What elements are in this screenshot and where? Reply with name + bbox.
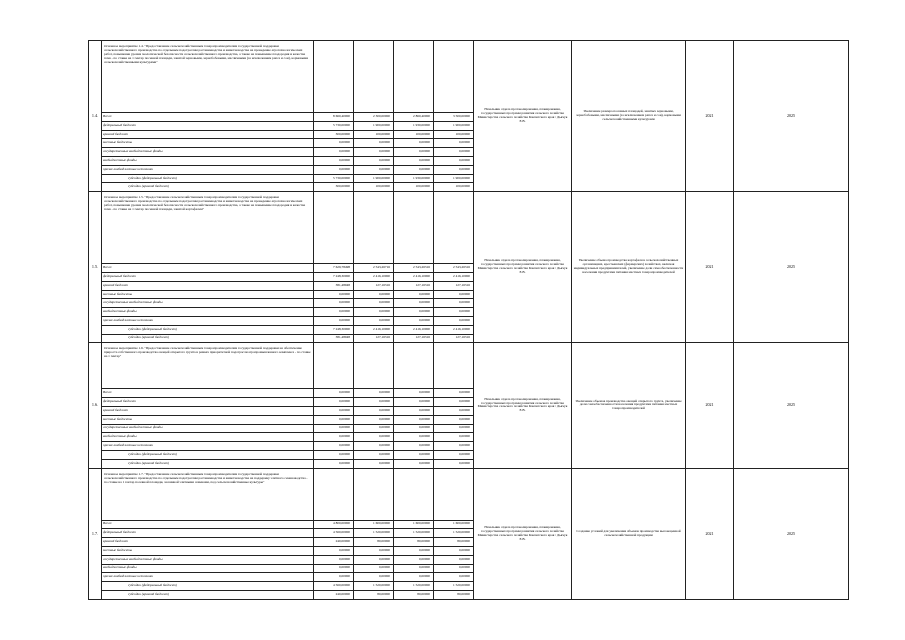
amount-cell: 0,00000: [394, 290, 434, 299]
amount-cell: 240,00000: [314, 538, 354, 547]
amount-cell: 0,00000: [354, 156, 394, 165]
amount-cell: 0,00000: [354, 290, 394, 299]
empty-cell: [314, 192, 354, 264]
amount-cell: 0,00000: [434, 139, 474, 148]
amount-cell: 0,00000: [434, 415, 474, 424]
empty-cell: [434, 41, 474, 113]
amount-cell: 0,00000: [314, 406, 354, 415]
amount-cell: 2 416,10000: [394, 272, 434, 281]
amount-cell: 0,00000: [394, 148, 434, 157]
empty-cell: [354, 192, 394, 264]
amount-cell: 0,00000: [434, 546, 474, 555]
amount-cell: 1 520,00000: [354, 582, 394, 591]
funding-source-label: субсидии (краевой бюджет): [102, 334, 314, 343]
amount-cell: 127,16316: [394, 334, 434, 343]
empty-cell: [394, 343, 434, 389]
amount-cell: 1 520,00000: [434, 582, 474, 591]
funding-source-label: Всего:: [102, 520, 314, 529]
amount-cell: 0,00000: [394, 459, 434, 468]
amount-cell: 0,00000: [394, 573, 434, 582]
empty-cell: [434, 468, 474, 520]
amount-cell: 1 520,00000: [394, 529, 434, 538]
funding-source-label: местные бюджеты: [102, 415, 314, 424]
amount-cell: 0,00000: [434, 398, 474, 407]
amount-cell: 100,00000: [354, 130, 394, 139]
year-start-cell: 2021: [686, 343, 734, 468]
amount-cell: 5 730,00000: [314, 121, 354, 130]
amount-cell: 5 730,00000: [314, 174, 354, 183]
executor-cell: Начальник отдела протоколирования, планирования, государственных программ развития сельского хозяйства Министерства сельского хозяйства Камчатского края / Дьячук Е.В.: [474, 343, 572, 468]
amount-cell: 1 520,00000: [354, 529, 394, 538]
amount-cell: 127,16316: [354, 334, 394, 343]
section-header-row: [89, 41, 849, 113]
amount-cell: 0,00000: [394, 389, 434, 398]
funding-source-label: субсидии (федеральный бюджет): [102, 325, 314, 334]
amount-cell: 0,00000: [394, 299, 434, 308]
amount-cell: 2 416,10000: [354, 325, 394, 334]
amount-cell: 0,00000: [314, 450, 354, 459]
amount-cell: 7 248,30000: [314, 325, 354, 334]
empty-cell: [314, 41, 354, 113]
amount-cell: 300,00000: [314, 130, 354, 139]
amount-cell: 0,00000: [314, 564, 354, 573]
amount-cell: 0,00000: [354, 299, 394, 308]
amount-cell: 0,00000: [434, 156, 474, 165]
amount-cell: 3 500,00000: [434, 113, 474, 122]
funding-source-label: государственные внебюджетные фонды: [102, 148, 314, 157]
amount-cell: 0,00000: [434, 299, 474, 308]
amount-cell: 381,48948: [314, 334, 354, 343]
funding-source-label: внебюджетные фонды: [102, 564, 314, 573]
amount-cell: 0,00000: [354, 389, 394, 398]
funding-source-label: внебюджетные фонды: [102, 156, 314, 165]
year-end-cell: 2025: [734, 468, 849, 599]
amount-cell: 0,00000: [314, 459, 354, 468]
funding-source-label: федеральный бюджет: [102, 272, 314, 281]
funding-source-label: государственные внебюджетные фонды: [102, 555, 314, 564]
section-number: 1.7.: [89, 468, 102, 599]
amount-cell: 0,00000: [434, 433, 474, 442]
amount-cell: 0,00000: [434, 555, 474, 564]
amount-cell: 0,00000: [434, 450, 474, 459]
amount-cell: 1 900,00000: [354, 174, 394, 183]
amount-cell: 381,48948: [314, 281, 354, 290]
empty-cell: [314, 343, 354, 389]
executor-cell: Начальник отдела протоколирования, планирования, государственных программ развития сельского хозяйства Министерства сельского хозяйства Камчатского края / Дьячук Е.В.: [474, 41, 572, 192]
amount-cell: 4 560,00000: [314, 529, 354, 538]
amount-cell: 0,00000: [354, 398, 394, 407]
amount-cell: 0,00000: [314, 156, 354, 165]
funding-source-label: внебюджетные фонды: [102, 433, 314, 442]
amount-cell: 0,00000: [434, 165, 474, 174]
amount-cell: 1 520,00000: [394, 582, 434, 591]
amount-cell: 1 930,00000: [394, 174, 434, 183]
amount-cell: 0,00000: [434, 564, 474, 573]
program-table: [88, 40, 849, 600]
amount-cell: 4 800,00000: [314, 520, 354, 529]
amount-cell: 240,00000: [314, 590, 354, 599]
amount-cell: 0,00000: [314, 573, 354, 582]
amount-cell: 0,00000: [394, 564, 434, 573]
amount-cell: 0,00000: [354, 316, 394, 325]
amount-cell: 0,00000: [434, 459, 474, 468]
measure-description: Основное мероприятие 1.6. "Предоставление сельскохозяйственным товаропроизводителям государственной поддержки на обеспечение прироста собственного производства овощей открытого грунта в рамках приоритетной подотрасли агропромышленного комплекса - по ставке на 1 гектар": [102, 343, 314, 389]
expected-result-cell: Увеличение объемов производства овощей открытого грунта, увеличение доли самообеспеченности населения продуктами питания местных товаропроизводителей: [572, 343, 686, 468]
amount-cell: 0,00000: [354, 165, 394, 174]
funding-source-label: прочие внебюджетные источники: [102, 573, 314, 582]
amount-cell: 0,00000: [394, 450, 434, 459]
amount-cell: 0,00000: [394, 415, 434, 424]
amount-cell: 0,00000: [354, 148, 394, 157]
table-body: [89, 41, 849, 600]
amount-cell: 100,00000: [354, 183, 394, 192]
amount-cell: 0,00000: [434, 316, 474, 325]
funding-source-label: федеральный бюджет: [102, 121, 314, 130]
amount-cell: 0,00000: [354, 450, 394, 459]
amount-cell: 0,00000: [394, 433, 434, 442]
amount-cell: 0,00000: [394, 308, 434, 317]
amount-cell: 0,00000: [434, 442, 474, 451]
amount-cell: 80,00000: [394, 538, 434, 547]
section-number: 1.5.: [89, 192, 102, 343]
amount-cell: 0,00000: [314, 433, 354, 442]
amount-cell: 0,00000: [354, 546, 394, 555]
funding-source-label: субсидии (краевой бюджет): [102, 590, 314, 599]
amount-cell: 0,00000: [314, 308, 354, 317]
amount-cell: 7 248,30000: [314, 272, 354, 281]
section-number: 1.6.: [89, 343, 102, 468]
amount-cell: 0,00000: [394, 139, 434, 148]
amount-cell: 80,00000: [394, 590, 434, 599]
amount-cell: 127,16316: [434, 334, 474, 343]
amount-cell: 1 900,00000: [354, 121, 394, 130]
amount-cell: 300,00000: [314, 183, 354, 192]
amount-cell: 0,00000: [394, 165, 434, 174]
funding-source-label: прочие внебюджетные источники: [102, 165, 314, 174]
amount-cell: 0,00000: [394, 156, 434, 165]
amount-cell: 127,16316: [354, 281, 394, 290]
amount-cell: 2 543,26316: [394, 264, 434, 273]
amount-cell: 80,00000: [434, 590, 474, 599]
empty-cell: [394, 41, 434, 113]
amount-cell: 0,00000: [394, 555, 434, 564]
empty-cell: [354, 41, 394, 113]
amount-cell: 0,00000: [314, 165, 354, 174]
amount-cell: 1 900,00000: [434, 174, 474, 183]
amount-cell: 2 543,26716: [354, 264, 394, 273]
funding-source-label: Всего:: [102, 113, 314, 122]
amount-cell: 0,00000: [354, 564, 394, 573]
amount-cell: 100,00000: [394, 130, 434, 139]
amount-cell: 0,00000: [394, 442, 434, 451]
amount-cell: 0,00000: [354, 459, 394, 468]
amount-cell: 0,00000: [314, 299, 354, 308]
amount-cell: 127,16316: [434, 281, 474, 290]
amount-cell: 0,00000: [434, 424, 474, 433]
amount-cell: 80,00000: [434, 538, 474, 547]
amount-cell: 0,00000: [314, 555, 354, 564]
amount-cell: 0,00000: [394, 424, 434, 433]
amount-cell: 1 600,00000: [434, 520, 474, 529]
amount-cell: 1 600,00000: [394, 520, 434, 529]
funding-source-label: государственные внебюджетные фонды: [102, 299, 314, 308]
amount-cell: 7 629,78498: [314, 264, 354, 273]
funding-source-label: прочие внебюджетные источники: [102, 442, 314, 451]
expected-result-cell: Увеличение размера посевных площадей, занятых зерновыми, зернобобовыми, масличными (за исключением рапса и сои), кормовыми сельскохозяйственными культурами: [572, 41, 686, 192]
amount-cell: 0,00000: [354, 415, 394, 424]
amount-cell: 0,00000: [354, 433, 394, 442]
funding-source-label: государственные внебюджетные фонды: [102, 424, 314, 433]
amount-cell: 0,00000: [314, 316, 354, 325]
amount-cell: 0,00000: [354, 406, 394, 415]
year-start-cell: 2021: [686, 192, 734, 343]
funding-source-label: субсидии (краевой бюджет): [102, 183, 314, 192]
funding-source-label: федеральный бюджет: [102, 529, 314, 538]
amount-cell: 0,00000: [434, 573, 474, 582]
amount-cell: 2 416,10000: [394, 325, 434, 334]
amount-cell: 127,16316: [394, 281, 434, 290]
amount-cell: 0,00000: [394, 398, 434, 407]
measure-description: Основное мероприятие 1.7. "Предоставление сельскохозяйственным товаропроизводителям государственной поддержки сельскохозяйственного производства по отдельным подотраслям растениеводства и животноводства на поддержку элитного семеноводства - по ставке на 1 гектар посевной площади, засеянной элитными семенами, под сельскохозяйственные культуры": [102, 468, 314, 520]
amount-cell: 2 416,10000: [434, 272, 474, 281]
empty-cell: [394, 192, 434, 264]
amount-cell: 2 543,26316: [434, 264, 474, 273]
amount-cell: 2 860,40000: [394, 113, 434, 122]
amount-cell: 1 900,00000: [434, 121, 474, 130]
amount-cell: 0,00000: [354, 442, 394, 451]
amount-cell: 0,00000: [314, 546, 354, 555]
amount-cell: 1 930,00000: [394, 121, 434, 130]
amount-cell: 0,00000: [394, 316, 434, 325]
section-header-row: [89, 192, 849, 264]
empty-cell: [354, 468, 394, 520]
amount-cell: 0,00000: [394, 546, 434, 555]
funding-source-label: субсидии (федеральный бюджет): [102, 582, 314, 591]
amount-cell: 8 660,40000: [314, 113, 354, 122]
empty-cell: [394, 468, 434, 520]
amount-cell: 0,00000: [354, 424, 394, 433]
measure-description: Основное мероприятие 1.5. "Предоставление сельскохозяйственным товаропроизводителям государственной поддержки сельскохозяйственного производства по отдельным подотраслям растениеводства и животноводства на проведение агротехнологических работ, повышение уровня экологической безопасности сельскохозяйственного производства, а также на повышение плодородия и качества почв - по ставке на 1 гектар посевной площади, занятой картофелем": [102, 192, 314, 264]
section-header-row: [89, 343, 849, 389]
funding-source-label: субсидии (краевой бюджет): [102, 459, 314, 468]
amount-cell: 0,00000: [314, 290, 354, 299]
year-start-cell: 2021: [686, 41, 734, 192]
amount-cell: 2 300,00000: [354, 113, 394, 122]
funding-source-label: Всего:: [102, 389, 314, 398]
year-end-cell: 2025: [734, 41, 849, 192]
amount-cell: 0,00000: [314, 398, 354, 407]
amount-cell: 0,00000: [434, 389, 474, 398]
year-start-cell: 2021: [686, 468, 734, 599]
empty-cell: [434, 192, 474, 264]
funding-source-label: местные бюджеты: [102, 139, 314, 148]
funding-source-label: федеральный бюджет: [102, 398, 314, 407]
empty-cell: [434, 343, 474, 389]
amount-cell: 0,00000: [314, 389, 354, 398]
year-end-cell: 2025: [734, 343, 849, 468]
amount-cell: 0,00000: [354, 308, 394, 317]
funding-source-label: прочие внебюджетные источники: [102, 316, 314, 325]
amount-cell: 4 560,00000: [314, 582, 354, 591]
amount-cell: 0,00000: [354, 139, 394, 148]
amount-cell: 1 600,00000: [354, 520, 394, 529]
funding-source-label: краевой бюджет: [102, 538, 314, 547]
amount-cell: 2 416,10000: [354, 272, 394, 281]
section-header-row: [89, 468, 849, 520]
amount-cell: 0,00000: [434, 148, 474, 157]
empty-cell: [354, 343, 394, 389]
amount-cell: 0,00000: [314, 148, 354, 157]
amount-cell: 0,00000: [314, 139, 354, 148]
amount-cell: 0,00000: [394, 406, 434, 415]
funding-source-label: краевой бюджет: [102, 406, 314, 415]
executor-cell: Начальник отдела протоколирования, планирования, государственных программ развития сельского хозяйства Министерства сельского хозяйства Камчатского края / Дьячук Е.В.: [474, 468, 572, 599]
year-end-cell: 2025: [734, 192, 849, 343]
funding-source-label: Всего:: [102, 264, 314, 273]
amount-cell: 100,00000: [434, 183, 474, 192]
funding-source-label: местные бюджеты: [102, 290, 314, 299]
section-number: 1.4.: [89, 41, 102, 192]
amount-cell: 0,00000: [314, 442, 354, 451]
amount-cell: 0,00000: [354, 573, 394, 582]
expected-result-cell: Увеличение объема производства картофеля в сельскохозяйственных организациях, крестьянских (фермерских) хозяйствах, включая индивидуальных предпринимателей, увеличение доли самообеспеченности населения продуктами питания местных товаропроизводителей: [572, 192, 686, 343]
amount-cell: 0,00000: [354, 555, 394, 564]
funding-source-label: краевой бюджет: [102, 281, 314, 290]
funding-source-label: местные бюджеты: [102, 546, 314, 555]
amount-cell: 1 520,00000: [434, 529, 474, 538]
amount-cell: 0,00000: [434, 308, 474, 317]
executor-cell: Начальник отдела протоколирования, планирования, государственных программ развития сельского хозяйства Министерства сельского хозяйства Камчатского края / Дьячук Е.В.: [474, 192, 572, 343]
document-sheet: [88, 40, 848, 596]
amount-cell: 0,00000: [314, 415, 354, 424]
funding-source-label: субсидии (федеральный бюджет): [102, 174, 314, 183]
amount-cell: 80,00000: [354, 590, 394, 599]
amount-cell: 80,00000: [354, 538, 394, 547]
expected-result-cell: Создание условий для увеличения объемов производства высокоценной сельскохозяйственной продукции: [572, 468, 686, 599]
amount-cell: 2 416,10000: [434, 325, 474, 334]
funding-source-label: субсидии (федеральный бюджет): [102, 450, 314, 459]
empty-cell: [314, 468, 354, 520]
amount-cell: 100,00000: [434, 130, 474, 139]
amount-cell: 100,00000: [394, 183, 434, 192]
amount-cell: 0,00000: [434, 290, 474, 299]
measure-description: Основное мероприятие 1.4. "Предоставление сельскохозяйственным товаропроизводителям государственной поддержки сельскохозяйственного производства по отдельным подотраслям растениеводства и животноводства на проведение агротехнологических работ, повышение уровня экологической безопасности сельскохозяйственного производства, а также на повышение плодородия и качества почв - по ставке на 1 гектар посевной площади, занятой зерновыми, зернобобовыми, масличными (за исключением рапса и сои), кормовыми сельскохозяйственными культурами": [102, 41, 314, 113]
amount-cell: 0,00000: [434, 406, 474, 415]
funding-source-label: внебюджетные фонды: [102, 308, 314, 317]
amount-cell: 0,00000: [314, 424, 354, 433]
funding-source-label: краевой бюджет: [102, 130, 314, 139]
